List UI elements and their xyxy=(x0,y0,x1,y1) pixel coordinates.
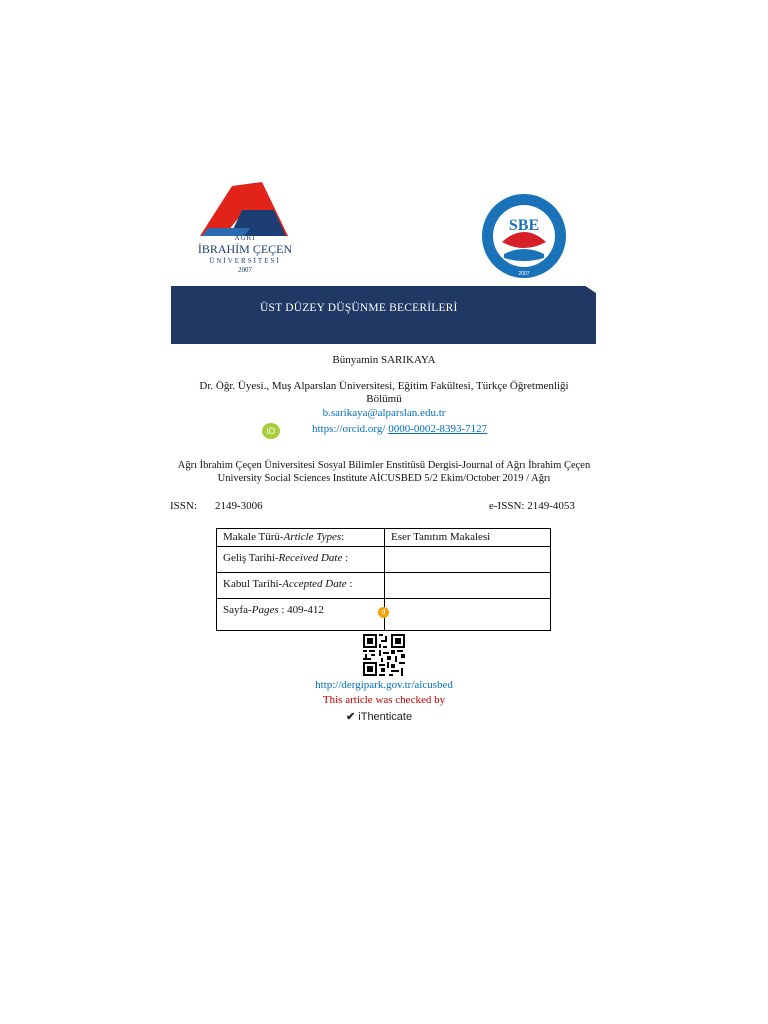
accepted-date-value xyxy=(385,573,551,599)
institute-seal-icon xyxy=(474,192,574,280)
journal-line2: University Social Sciences Institute AİCUSBED 5/2 Ekim/October 2019 / Ağrı xyxy=(217,473,551,484)
table-row xyxy=(217,547,551,573)
author-affiliation-line2: Bölümü xyxy=(366,393,402,405)
table-row xyxy=(217,573,551,599)
table-row xyxy=(217,529,551,547)
author-affiliation-line1: Dr. Öğr. Üyesi., Muş Alparslan Üniversitesi, Eğitim Fakültesi, Türkçe Öğretmenliği xyxy=(199,380,569,392)
title-banner xyxy=(171,286,596,344)
article-meta-table xyxy=(216,528,551,631)
logo-line-year: 2007 xyxy=(238,266,252,274)
orcid-icon: iD xyxy=(262,423,280,439)
doi-icon[interactable]: d xyxy=(378,607,389,618)
journal-line1: Ağrı İbrahim Çeçen Üniversitesi Sosyal Bilimler Enstitüsü Dergisi-Journal of Ağrı İbrahim Çeçen xyxy=(177,460,591,471)
orcid-id: 0000-0002-8393-7127 xyxy=(388,423,488,435)
seal-year: 2007 xyxy=(518,271,530,277)
qr-code-icon xyxy=(363,634,405,676)
logo-line-name: İBRAHİM ÇEÇEN xyxy=(197,242,293,256)
qr-code xyxy=(363,634,405,676)
logo-line-universitesi: ÜNİVERSİTESİ xyxy=(209,257,281,265)
author-email[interactable]: b.sarikaya@alparslan.edu.tr xyxy=(322,407,446,419)
author-name: Bünyamin SARIKAYA xyxy=(332,354,436,366)
university-logo xyxy=(190,180,300,280)
logo-line-agri: AĞRI xyxy=(234,234,256,242)
seal-center-text: SBE xyxy=(508,217,540,234)
eissn: e-ISSN: 2149-4053 xyxy=(489,500,575,512)
plagiarism-check-note: This article was checked by xyxy=(322,694,446,706)
article-type-value: Eser Tanıtım Makalesi xyxy=(385,529,551,547)
article-type-label: Makale Türü-Article Types: xyxy=(217,529,385,547)
journal-url[interactable]: http://dergipark.gov.tr/aicusbed xyxy=(315,679,453,691)
accepted-date-label: Kabul Tarihi-Accepted Date : xyxy=(217,573,385,599)
received-date-value xyxy=(385,547,551,573)
article-title: ÜST DÜZEY DÜŞÜNME BECERİLERİ xyxy=(260,302,458,314)
checkmark-icon: ✔ xyxy=(346,711,356,723)
institute-seal xyxy=(474,192,574,280)
issn-value: 2149-3006 xyxy=(215,500,263,512)
orcid-link[interactable] xyxy=(312,423,487,435)
table-row xyxy=(217,599,551,631)
pages-label: Sayfa-Pages : 409-412 xyxy=(217,599,385,631)
received-date-label: Geliş Tarihi-Received Date : xyxy=(217,547,385,573)
ithenticate-logo xyxy=(346,710,412,723)
issn-label: ISSN: xyxy=(170,500,197,512)
university-logo-icon xyxy=(190,180,300,242)
pages-value-cell xyxy=(381,599,551,631)
orcid-prefix: https://orcid.org/ xyxy=(312,423,386,435)
ithenticate-label: iThenticate xyxy=(358,711,413,723)
